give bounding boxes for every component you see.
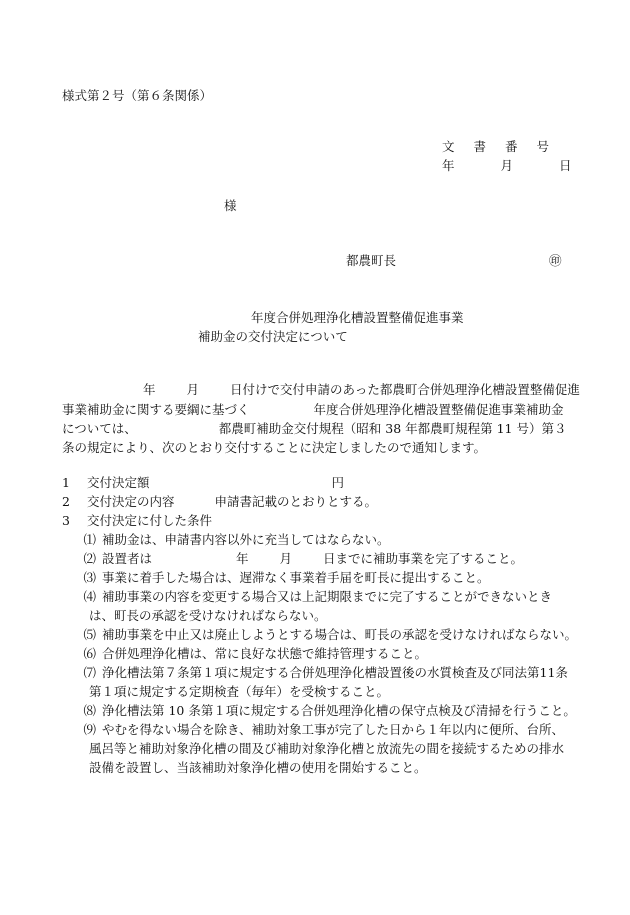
document-number-label <box>442 138 568 156</box>
doc-number-char: 文 <box>442 139 455 154</box>
condition-continuation: 設備を設置し、当該補助対象浄化槽の使用を開始すること。 <box>89 760 427 775</box>
yen-unit: 円 <box>331 475 344 490</box>
date-year: 年 <box>442 158 455 173</box>
date-month: 月 <box>500 158 514 173</box>
condition-item: ⑵ 設置者は 年 月 日までに補助事業を完了すること。 <box>83 551 524 566</box>
issue-date-line <box>442 157 572 175</box>
body-line: 条の規定により、次のとおり交付することに決定しましたので通知します。 <box>62 440 487 455</box>
condition-continuation: は、町長の承認を受けなければならない。 <box>89 608 327 623</box>
seal-mark: ㊞ <box>549 253 562 268</box>
section-conditions: 3 交付決定に付した条件 <box>62 513 212 528</box>
section-grant-amount: 1 交付決定額 円 <box>62 475 344 490</box>
condition-item: ⑼ やむを得ない場合を除き、補助対象工事が完了した日から１年以内に便所、台所、 <box>83 722 565 737</box>
condition-item: ⑴ 補助金は、申請書内容以外に充当してはならない。 <box>83 532 390 547</box>
condition-item: ⑸ 補助事業を中止又は廃止しようとする場合は、町長の承認を受けなければならない。 <box>83 627 578 642</box>
condition-item: ⑺ 浄化槽法第７条第１項に規定する合併処理浄化槽設置後の水質検査及び同法第11条 <box>83 665 568 680</box>
condition-item: ⑷ 補助事業の内容を変更する場合又は上記期限までに完了することができないとき <box>83 589 553 604</box>
doc-number-char: 書 <box>473 139 487 154</box>
condition-item: ⑹ 合併処理浄化槽は、常に良好な状態で維持管理すること。 <box>83 646 428 661</box>
form-number: 様式第２号（第６条関係） <box>62 88 213 103</box>
addressee-suffix: 様 <box>224 198 237 213</box>
date-day: 日 <box>559 158 572 173</box>
condition-item: ⑻ 浄化槽法第 10 条第１項に規定する合併処理浄化槽の保守点検及び清掃を行うこと。 <box>83 703 576 718</box>
condition-item: ⑶ 事業に着手した場合は、遅滞なく事業着手届を町長に提出すること。 <box>83 570 490 585</box>
condition-continuation: 風呂等と補助対象浄化槽の間及び補助対象浄化槽と放流先の間を接続するための排水 <box>89 741 565 756</box>
body-line: については、 都農町補助金交付規程（昭和 38 年都農町規程第 11 号）第３ <box>62 421 567 436</box>
condition-continuation: 第１項に規定する定期検査（毎年）を受検すること。 <box>89 684 390 699</box>
issuer-name: 都農町長 <box>346 253 397 268</box>
doc-number-char: 番 <box>505 139 518 154</box>
subject-title-line2: 補助金の交付決定について <box>198 329 348 344</box>
doc-number-char: 号 <box>536 139 550 154</box>
body-line: 事業補助金に関する要綱に基づく 年度合併処理浄化槽設置整備促進事業補助金 <box>62 402 564 417</box>
subject-title-line1: 年度合併処理浄化槽設置整備促進事業 <box>251 310 464 325</box>
body-line: 年 月 日付けで交付申請のあった都農町合併処理浄化槽設置整備促進 <box>143 382 580 397</box>
section-grant-content: 2 交付決定の内容 申請書記載のとおりとする。 <box>62 494 377 509</box>
